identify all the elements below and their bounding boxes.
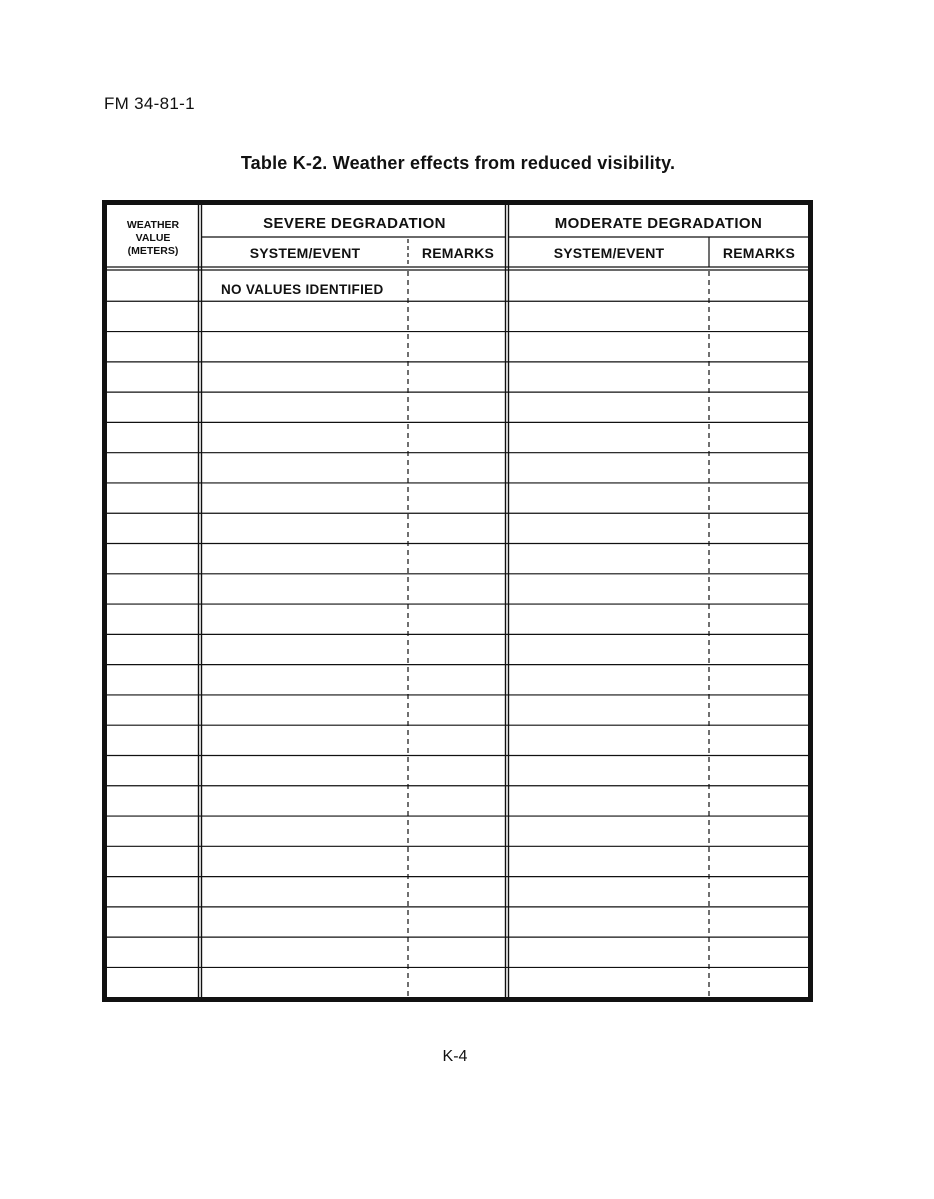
severe-system-event-header: SYSTEM/EVENT	[249, 245, 361, 261]
weather-value-header	[109, 219, 197, 258]
severe-degradation-header: SEVERE DEGRADATION	[263, 215, 446, 232]
page-number: K-4	[442, 1048, 468, 1065]
severe-remarks-header: REMARKS	[421, 245, 495, 261]
moderate-remarks-header: REMARKS	[722, 245, 796, 261]
weather-header-line: VALUE	[135, 232, 171, 244]
document-id: FM 34-81-1	[104, 94, 195, 113]
first-row-entry: NO VALUES IDENTIFIED	[221, 282, 384, 297]
weather-header-line: WEATHER	[126, 219, 180, 231]
moderate-system-event-header: SYSTEM/EVENT	[553, 245, 665, 261]
table-grid-lines	[107, 205, 808, 997]
moderate-degradation-header: MODERATE DEGRADATION	[554, 215, 763, 232]
weather-header-line: (METERS)	[127, 245, 179, 257]
table-title: Table K-2. Weather effects from reduced visibility.	[240, 153, 676, 173]
weather-effects-table	[102, 200, 813, 1002]
